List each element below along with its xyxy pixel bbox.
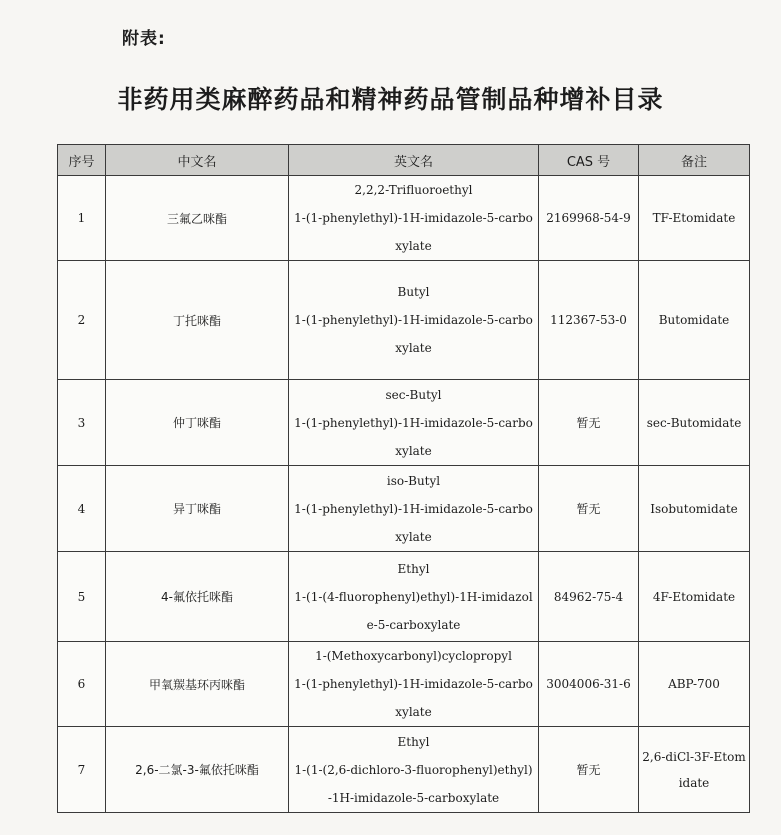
cell-english-name <box>289 261 539 380</box>
cell-remarks: sec-Butomidate <box>639 380 750 466</box>
english-name-line: Ethyl <box>397 734 430 749</box>
remarks-line: idate <box>678 775 710 790</box>
header-chinese-name: 中文名 <box>106 145 289 176</box>
cell-serial-number: 4 <box>58 466 106 552</box>
table-row <box>58 176 750 261</box>
cell-serial-number: 2 <box>58 261 106 380</box>
cell-cas-number: 3004006-31-6 <box>539 642 639 727</box>
cell-cas-number: 2169968-54-9 <box>539 176 639 261</box>
cell-cas-number: 暂无 <box>539 727 639 813</box>
table-row <box>58 642 750 727</box>
cell-remarks: TF-Etomidate <box>639 176 750 261</box>
english-name-line: 1-(1-(2,6-dichloro-3-fluorophenyl)ethyl) <box>294 762 533 777</box>
cell-chinese-name: 甲氧羰基环丙咪酯 <box>106 642 289 727</box>
table-row <box>58 261 750 380</box>
cell-serial-number: 1 <box>58 176 106 261</box>
cell-english-name <box>289 727 539 813</box>
table-header-row <box>58 145 750 176</box>
cell-english-name <box>289 380 539 466</box>
cell-serial-number: 7 <box>58 727 106 813</box>
english-name-line: xylate <box>395 529 432 544</box>
cell-english-name <box>289 552 539 642</box>
english-name-line: iso-Butyl <box>386 473 441 488</box>
cell-remarks: Isobutomidate <box>639 466 750 552</box>
remarks-line: 2,6-diCl-3F-Etom <box>642 749 746 764</box>
cell-serial-number: 6 <box>58 642 106 727</box>
english-name-line: e-5-carboxylate <box>366 617 461 632</box>
controlled-substances-table <box>57 144 750 813</box>
english-name-line: xylate <box>395 443 432 458</box>
english-name-line: 1-(1-(4-fluorophenyl)ethyl)-1H-imidazol <box>294 589 533 604</box>
cell-remarks: 4F-Etomidate <box>639 552 750 642</box>
cell-remarks: Butomidate <box>639 261 750 380</box>
table-row <box>58 380 750 466</box>
english-name-line: 1-(1-phenylethyl)-1H-imidazole-5-carbo <box>294 501 533 516</box>
english-name-line: 1-(Methoxycarbonyl)cyclopropyl <box>315 649 512 663</box>
header-cas-number: CAS 号 <box>539 145 639 176</box>
header-english-name: 英文名 <box>289 145 539 176</box>
english-name-line: 1-(1-phenylethyl)-1H-imidazole-5-carbo <box>294 313 533 327</box>
english-name-line: 1-(1-phenylethyl)-1H-imidazole-5-carbo <box>294 211 533 225</box>
cell-cas-number: 暂无 <box>539 466 639 552</box>
cell-serial-number: 5 <box>58 552 106 642</box>
annex-label: 附表: <box>122 29 166 49</box>
cell-remarks: ABP-700 <box>639 642 750 727</box>
english-name-line: xylate <box>395 239 432 253</box>
cell-english-name <box>289 642 539 727</box>
table-row <box>58 552 750 642</box>
cell-cas-number: 84962-75-4 <box>539 552 639 642</box>
header-remarks: 备注 <box>639 145 750 176</box>
cell-chinese-name: 三氟乙咪酯 <box>106 176 289 261</box>
cell-cas-number: 112367-53-0 <box>539 261 639 380</box>
header-serial-number: 序号 <box>58 145 106 176</box>
table-row <box>58 727 750 813</box>
english-name-line: -1H-imidazole-5-carboxylate <box>327 790 500 805</box>
cell-chinese-name: 仲丁咪酯 <box>106 380 289 466</box>
english-name-line: xylate <box>395 705 432 719</box>
cell-english-name <box>289 466 539 552</box>
cell-chinese-name: 异丁咪酯 <box>106 466 289 552</box>
english-name-line: Ethyl <box>397 561 430 576</box>
table-row <box>58 466 750 552</box>
english-name-line: Butyl <box>397 285 430 299</box>
cell-serial-number: 3 <box>58 380 106 466</box>
english-name-line: xylate <box>395 341 432 355</box>
cell-english-name <box>289 176 539 261</box>
english-name-line: 1-(1-phenylethyl)-1H-imidazole-5-carbo <box>294 415 533 430</box>
english-name-line: 2,2,2-Trifluoroethyl <box>354 183 473 197</box>
english-name-line: sec-Butyl <box>385 387 442 402</box>
cell-cas-number: 暂无 <box>539 380 639 466</box>
english-name-line: 1-(1-phenylethyl)-1H-imidazole-5-carbo <box>294 677 533 691</box>
cell-chinese-name: 丁托咪酯 <box>106 261 289 380</box>
document-title: 非药用类麻醉药品和精神药品管制品种增补目录 <box>117 85 664 114</box>
cell-chinese-name: 4-氟依托咪酯 <box>106 552 289 642</box>
cell-chinese-name: 2,6-二氯-3-氟依托咪酯 <box>106 727 289 813</box>
cell-remarks <box>639 727 750 813</box>
